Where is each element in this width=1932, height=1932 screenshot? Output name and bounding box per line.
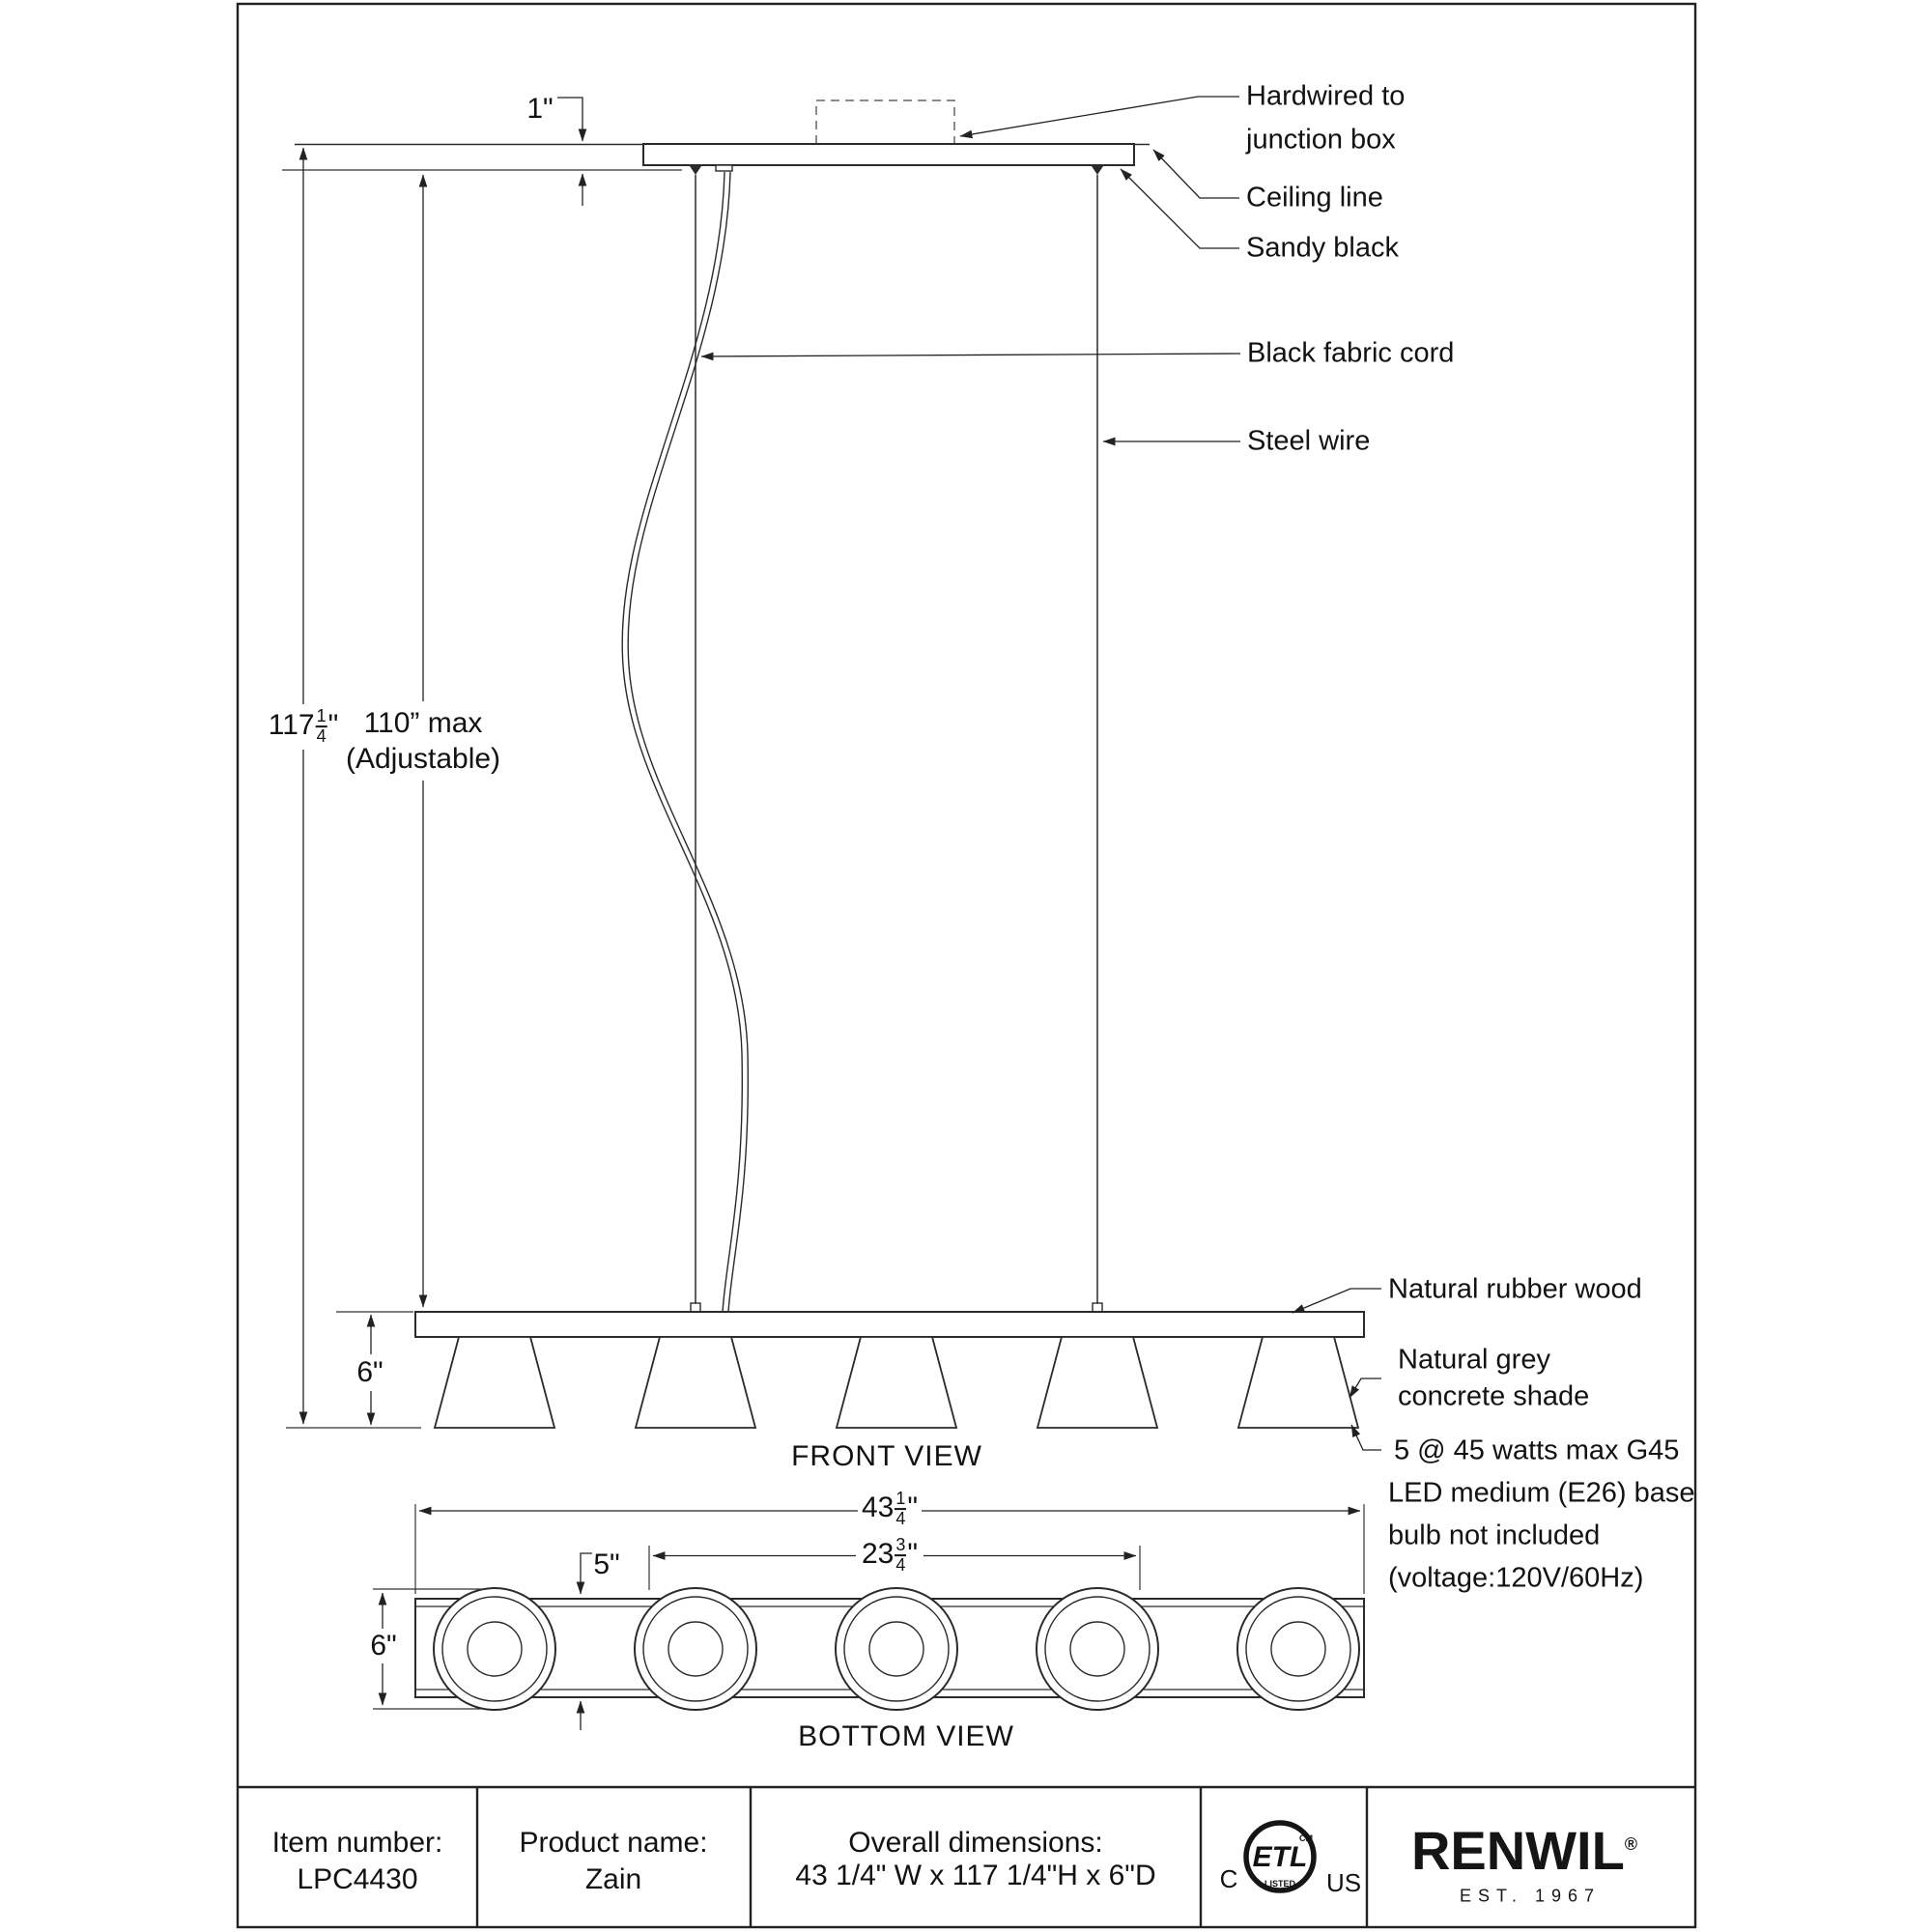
brand-established: EST. 1967 (1459, 1886, 1602, 1906)
product-name-label: Product name: (519, 1826, 708, 1859)
etl-cm-text: CM (1299, 1833, 1313, 1843)
brand-registered-icon: ® (1624, 1834, 1638, 1855)
dim-canopy-length-num: 3 (895, 1535, 906, 1555)
dim-overall-height (269, 707, 339, 746)
label-ceiling-line: Ceiling line (1246, 182, 1383, 213)
shade-3 (837, 1337, 956, 1428)
dim-canopy-length-unit: " (907, 1537, 919, 1570)
brand-logo (1411, 1820, 1637, 1882)
dim-canopy-thickness: 1" (526, 92, 554, 125)
dim-overall-height-den: 4 (316, 726, 327, 746)
dim-overall-height-whole: 117 (268, 708, 315, 741)
dim-overall-width-unit: " (907, 1491, 919, 1523)
wire-grommet-left (690, 166, 701, 175)
label-steel-wire: Steel wire (1247, 425, 1371, 457)
canopy-bar (643, 144, 1134, 165)
wire-grommet-right (1092, 166, 1103, 175)
shade-5 (1238, 1337, 1358, 1428)
fabric-cord-drawing (622, 172, 742, 1312)
dim-overall-width-whole: 43 (861, 1491, 895, 1523)
dim-adjustable-line2: (Adjustable) (345, 742, 501, 775)
shade-4 (1037, 1337, 1157, 1428)
item-number-label: Item number: (271, 1826, 443, 1859)
dim-canopy-length (862, 1536, 918, 1575)
shade-1 (435, 1337, 554, 1428)
dim-shade-diameter: 6" (370, 1629, 397, 1662)
dim-adjustable-line1: 110” max (363, 706, 483, 739)
label-hardwired-line1: Hardwired to (1246, 80, 1406, 112)
dim-body-height: 6" (356, 1355, 384, 1388)
dimension-lines (303, 98, 1360, 1730)
bottom-view-title: BOTTOM VIEW (798, 1719, 1014, 1752)
extension-lines (282, 170, 1364, 1709)
etl-us-text: US (1325, 1868, 1362, 1898)
item-number-value: LPC4430 (297, 1862, 418, 1895)
etl-listed-text: LISTED (1264, 1878, 1296, 1889)
etl-c-text: C (1219, 1864, 1238, 1894)
overall-dimensions-value: 43 1/4" W x 117 1/4"H x 6"D (795, 1859, 1156, 1891)
wood-bar-front (415, 1312, 1364, 1337)
bottom-view-drawing (415, 1588, 1364, 1710)
dim-canopy-length-den: 4 (895, 1555, 906, 1575)
label-hardwired-line2: junction box (1246, 124, 1396, 156)
brand-name: RENWIL (1410, 1819, 1625, 1881)
etl-listed-icon: ETL (1252, 1840, 1308, 1873)
front-view-title: FRONT VIEW (791, 1439, 982, 1472)
dim-overall-height-unit: " (327, 708, 339, 741)
label-bulb-line1: 5 @ 45 watts max G45 (1394, 1435, 1680, 1466)
shade-2 (636, 1337, 755, 1428)
leader-lines (701, 97, 1381, 1450)
label-black-fabric-cord: Black fabric cord (1247, 337, 1455, 369)
label-shade-line2: concrete shade (1398, 1380, 1590, 1412)
overall-dimensions-label: Overall dimensions: (848, 1826, 1103, 1859)
product-name-value: Zain (584, 1862, 642, 1895)
dim-overall-height-num: 1 (316, 706, 327, 726)
label-bulb-line3: bulb not included (1388, 1520, 1601, 1551)
dim-canopy-length-whole: 23 (861, 1537, 895, 1570)
dim-bar-depth: 5" (593, 1548, 620, 1580)
label-sandy-black: Sandy black (1246, 232, 1399, 264)
dim-overall-width-num: 1 (895, 1489, 906, 1509)
dim-overall-width (862, 1490, 918, 1528)
junction-box (816, 100, 954, 144)
label-bulb-line4: (voltage:120V/60Hz) (1388, 1562, 1644, 1594)
label-shade-line1: Natural grey (1398, 1344, 1550, 1376)
label-bulb-line2: LED medium (E26) base (1388, 1477, 1695, 1509)
label-natural-rubber-wood: Natural rubber wood (1388, 1273, 1642, 1305)
dim-overall-width-den: 4 (895, 1509, 906, 1528)
